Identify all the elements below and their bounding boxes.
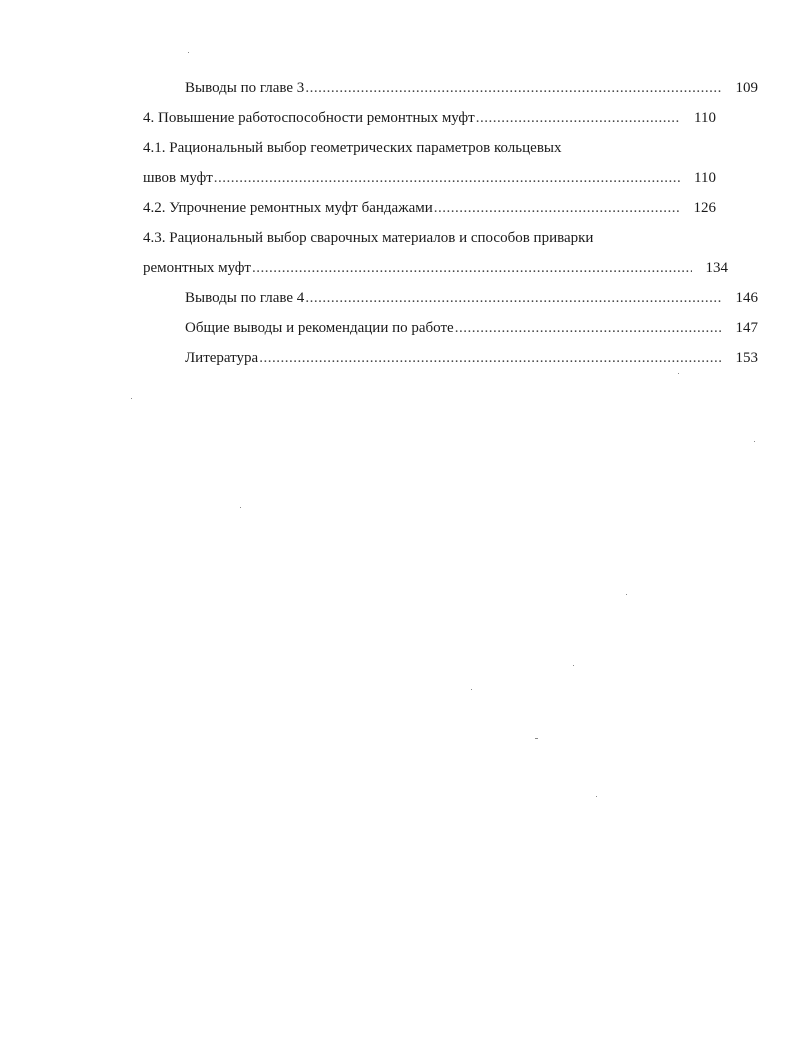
toc-entry-title: Литература <box>185 350 259 366</box>
toc-entry-4-1-line2[interactable] <box>143 163 728 193</box>
toc-entry-4-1-line1[interactable] <box>143 133 728 163</box>
toc-entry-chapter-4[interactable] <box>143 103 728 133</box>
dot-leader <box>305 73 722 103</box>
dot-leader <box>305 283 722 313</box>
toc-entry-title: 4.2. Упрочнение ремонтных муфт бандажами <box>143 200 433 216</box>
toc-entry-general-conclusions[interactable] <box>143 313 758 343</box>
dot-leader <box>252 253 692 283</box>
toc-entry-page: 153 <box>735 350 758 366</box>
toc-entry-title: 4.1. Рациональный выбор геометрических параметров кольцевых <box>143 140 562 156</box>
toc-entry-title: 4. Повышение работоспособности ремонтных муфт <box>143 110 475 126</box>
toc-entry-page: 110 <box>694 110 716 126</box>
dot-leader <box>259 343 722 373</box>
dot-leader <box>214 163 680 193</box>
dot-leader <box>476 103 680 133</box>
toc-entry-page: 146 <box>735 290 758 306</box>
toc-entry-title: ремонтных муфт <box>143 260 251 276</box>
toc-entry-4-2[interactable] <box>143 193 728 223</box>
toc-entry-4-3-line1[interactable] <box>143 223 728 253</box>
toc-entry-page: 126 <box>693 200 716 216</box>
toc-entry-title: Выводы по главе 4 <box>185 290 305 306</box>
toc-entry-page: 134 <box>705 260 728 276</box>
toc-entry-conclusions-ch4[interactable] <box>143 283 758 313</box>
dot-leader <box>434 193 680 223</box>
toc-entry-title: 4.3. Рациональный выбор сварочных материалов и способов приварки <box>143 230 594 246</box>
toc-entry-title: Выводы по главе 3 <box>185 80 305 96</box>
table-of-contents <box>143 73 758 373</box>
toc-entry-title: швов муфт <box>143 170 213 186</box>
toc-entry-conclusions-ch3[interactable] <box>143 73 758 103</box>
toc-entry-page: 110 <box>694 170 716 186</box>
toc-entry-literature[interactable] <box>143 343 758 373</box>
toc-entry-page: 109 <box>735 80 758 96</box>
dot-leader <box>455 313 722 343</box>
toc-entry-title: Общие выводы и рекомендации по работе <box>185 320 454 336</box>
toc-entry-4-3-line2[interactable] <box>143 253 728 283</box>
toc-entry-page: 147 <box>735 320 758 336</box>
